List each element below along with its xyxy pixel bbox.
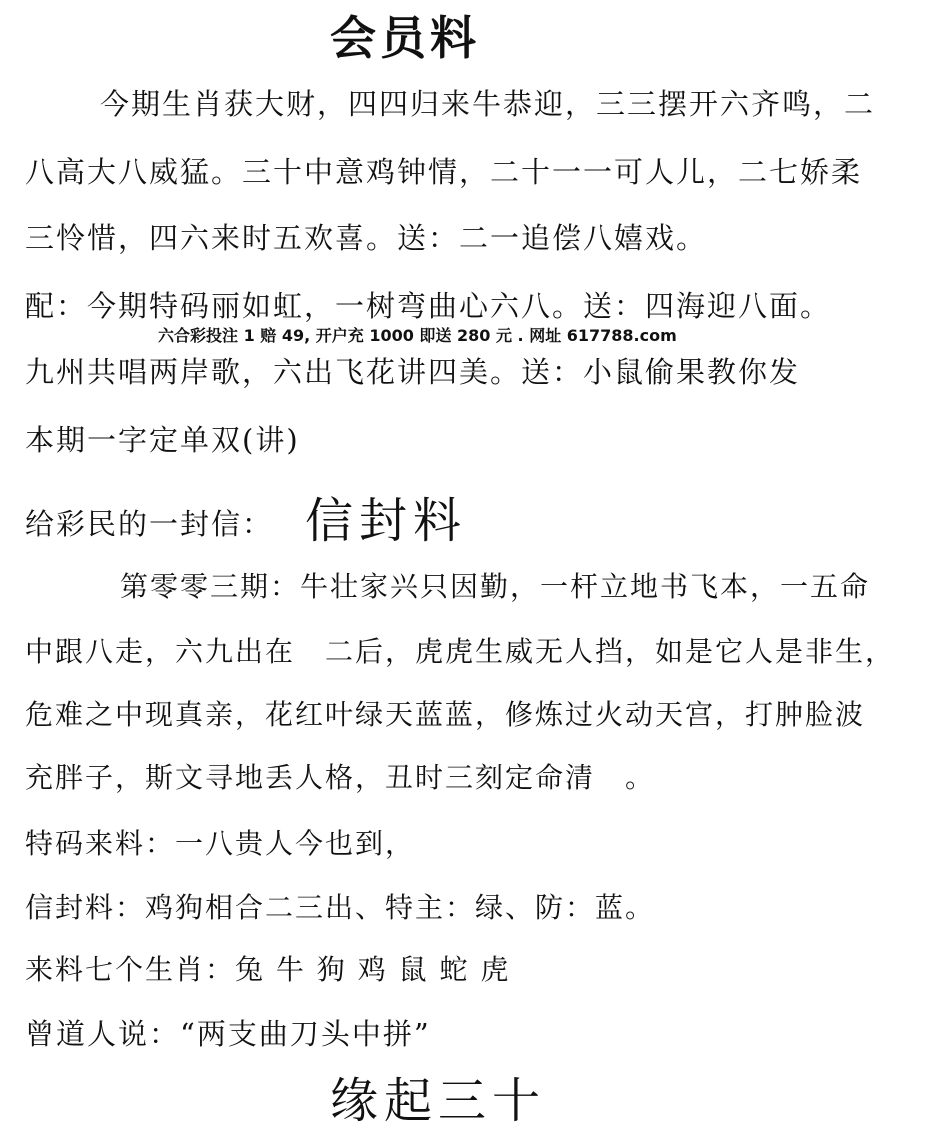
member-title: 会员料	[330, 11, 480, 65]
seven-zodiac-line: 来料七个生肖：兔 牛 狗 鸡 鼠 蛇 虎	[25, 953, 511, 986]
member-line-3: 三怜惜，四六来时五欢喜。送：二一追偿八嬉戏。	[25, 221, 708, 255]
issue-line-3: 危难之中现真亲，花红叶绿天蓝蓝，修炼过火动天宫，打肿脸波	[25, 698, 866, 731]
issue-line-1: 第零零三期：牛壮家兴只因勤，一杆立地书飞本，一五命	[120, 570, 871, 603]
tema-line: 特码来料：一八贵人今也到，	[25, 827, 416, 860]
xinfeng-line: 信封料：鸡狗相合二三出、特主：绿、防：蓝。	[25, 891, 656, 924]
daoren-line: 曾道人说：“两支曲刀头中拼”	[25, 1017, 431, 1051]
member-line-1: 今期生肖获大财，四四归来牛恭迎，三三摆开六齐鸣，二	[100, 87, 876, 121]
issue-line-4: 充胖子，斯文寻地丢人格，丑时三刻定命清 。	[25, 761, 656, 794]
letter-label: 给彩民的一封信：	[25, 507, 274, 541]
danshuang-line: 本期一字定单双(讲)	[25, 423, 300, 457]
member-line-2: 八高大八威猛。三十中意鸡钟情，二十一一可人儿，二七娇柔	[25, 155, 863, 189]
letter-title: 信封料	[305, 493, 468, 549]
bottom-title: 缘起三十	[330, 1073, 547, 1129]
jiuzhou-line: 九州共唱两岸歌，六出飞花讲四美。送：小鼠偷果教你发	[25, 355, 801, 389]
ad-banner: 六合彩投注 1 赔 49, 开户充 1000 即送 280 元 . 网址 617788.com	[158, 326, 677, 345]
issue-line-2: 中跟八走，六九出在 二后，虎虎生威无人挡，如是它人是非生，	[25, 635, 896, 668]
pei-line: 配：今期特码丽如虹，一树弯曲心六八。送：四海迎八面。	[25, 289, 832, 323]
